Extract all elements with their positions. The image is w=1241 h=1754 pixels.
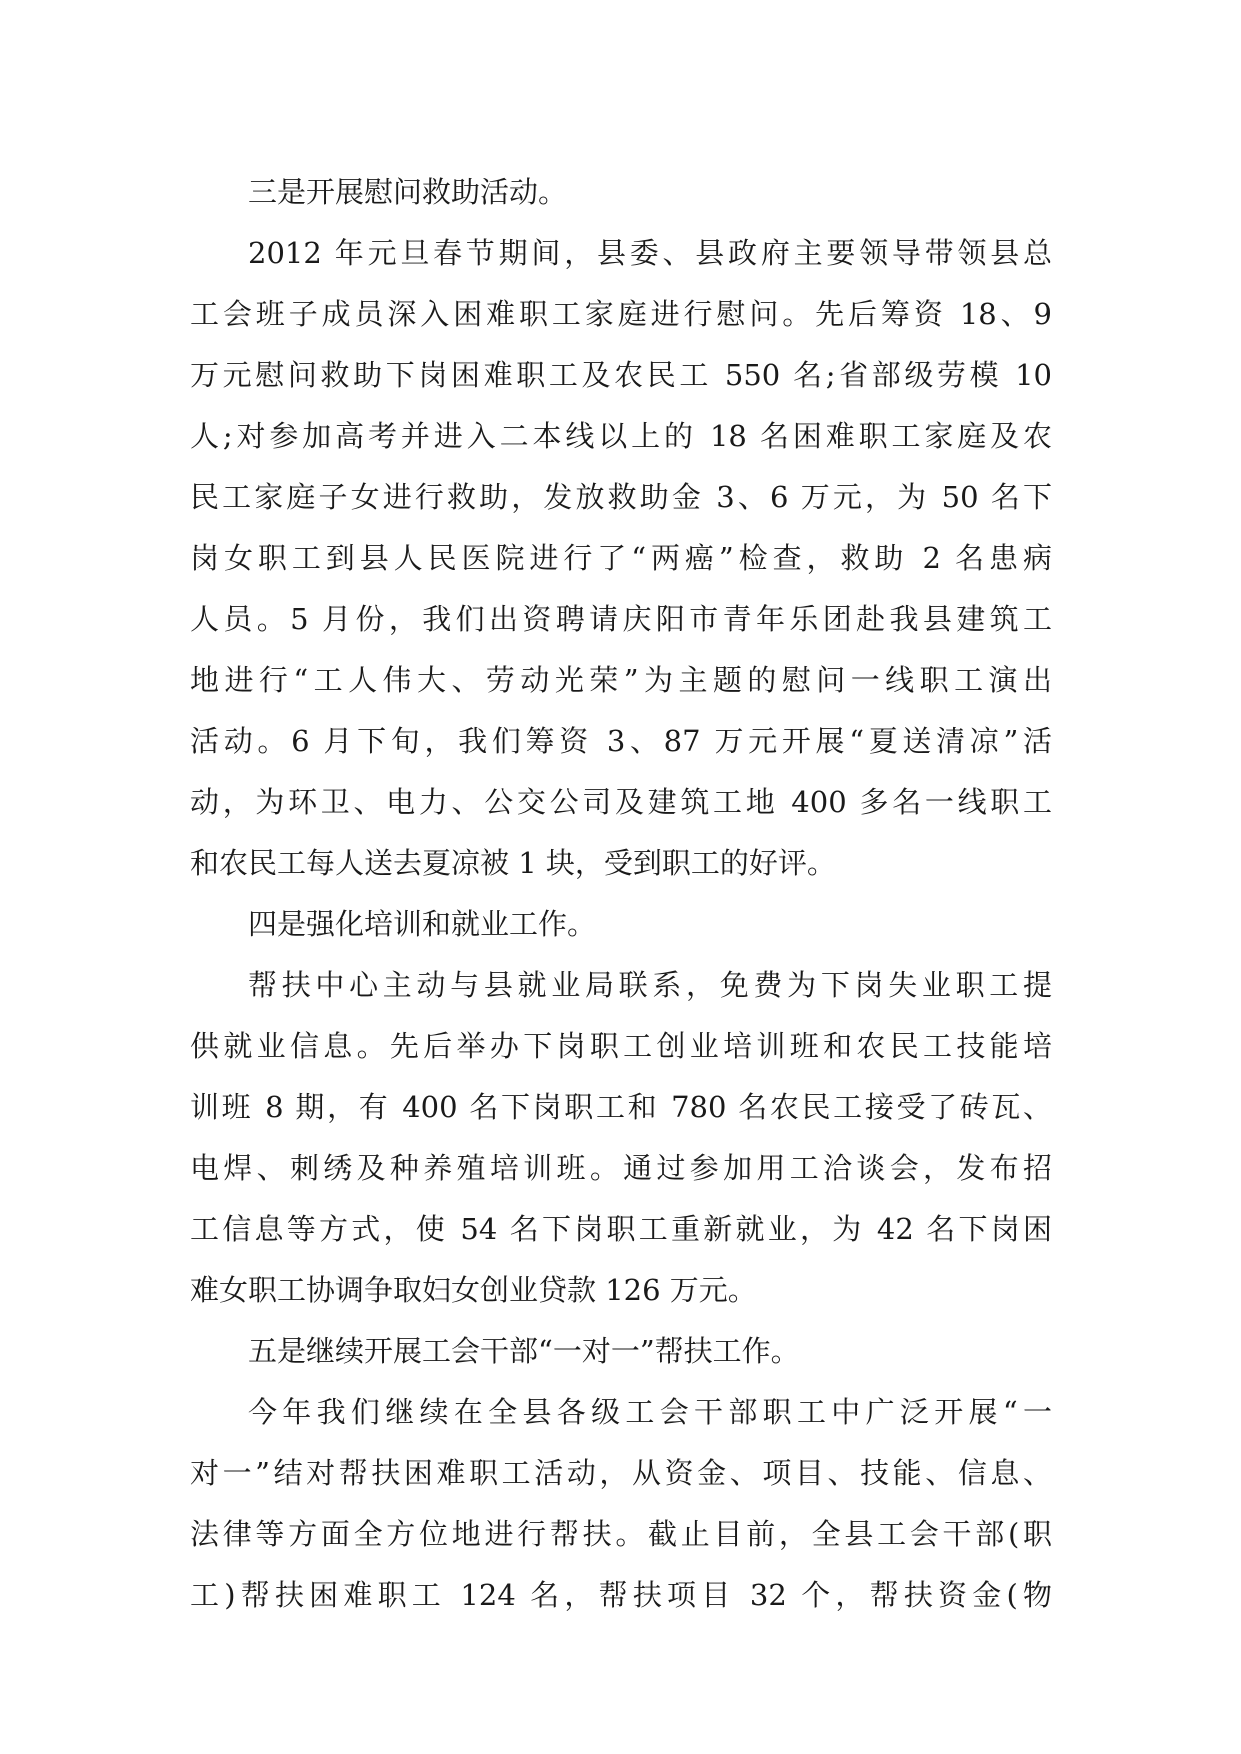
text-line: 法律等方面全方位地进行帮扶。截止目前，全县工会干部(职 — [190, 1517, 1052, 1551]
text-line: 活动。6 月下旬，我们筹资 3、87 万元开展“夏送清凉”活 — [190, 724, 1052, 758]
text-line: 四是强化培训和就业工作。 — [248, 907, 597, 941]
text-line: 人;对参加高考并进入二本线以上的 18 名困难职工家庭及农 — [190, 419, 1052, 453]
text-line: 2012 年元旦春节期间，县委、县政府主要领导带领县总 — [248, 236, 1052, 270]
text-line: 供就业信息。先后举办下岗职工创业培训班和农民工技能培 — [190, 1029, 1052, 1063]
text-line: 对一”结对帮扶困难职工活动，从资金、项目、技能、信息、 — [190, 1456, 1052, 1490]
text-line: 五是继续开展工会干部“一对一”帮扶工作。 — [248, 1334, 800, 1368]
text-line: 工信息等方式，使 54 名下岗职工重新就业，为 42 名下岗困 — [190, 1212, 1052, 1246]
text-line: 帮扶中心主动与县就业局联系，免费为下岗失业职工提 — [248, 968, 1052, 1002]
text-line: 训班 8 期，有 400 名下岗职工和 780 名农民工接受了砖瓦、 — [190, 1090, 1052, 1124]
text-line: 人员。5 月份，我们出资聘请庆阳市青年乐团赴我县建筑工 — [190, 602, 1052, 636]
text-line: 电焊、刺绣及种养殖培训班。通过参加用工洽谈会，发布招 — [190, 1151, 1052, 1185]
text-line: 工会班子成员深入困难职工家庭进行慰问。先后筹资 18、9 — [190, 297, 1052, 331]
text-line: 动，为环卫、电力、公交公司及建筑工地 400 多名一线职工 — [190, 785, 1052, 819]
text-line: 三是开展慰问救助活动。 — [248, 175, 568, 209]
text-line: 今年我们继续在全县各级工会干部职工中广泛开展“一 — [248, 1395, 1052, 1429]
text-line: 地进行“工人伟大、劳动光荣”为主题的慰问一线职工演出 — [190, 663, 1052, 697]
text-line: 万元慰问救助下岗困难职工及农民工 550 名;省部级劳模 10 — [190, 358, 1052, 392]
text-line: 民工家庭子女进行救助，发放救助金 3、6 万元，为 50 名下 — [190, 480, 1052, 514]
text-line: 岗女职工到县人民医院进行了“两癌”检查，救助 2 名患病 — [190, 541, 1052, 575]
document-body — [190, 162, 1052, 1626]
text-line: 工)帮扶困难职工 124 名，帮扶项目 32 个，帮扶资金(物 — [190, 1578, 1052, 1612]
text-line: 难女职工协调争取妇女创业贷款 126 万元。 — [190, 1273, 757, 1307]
text-line: 和农民工每人送去夏凉被 1 块，受到职工的好评。 — [190, 846, 836, 880]
